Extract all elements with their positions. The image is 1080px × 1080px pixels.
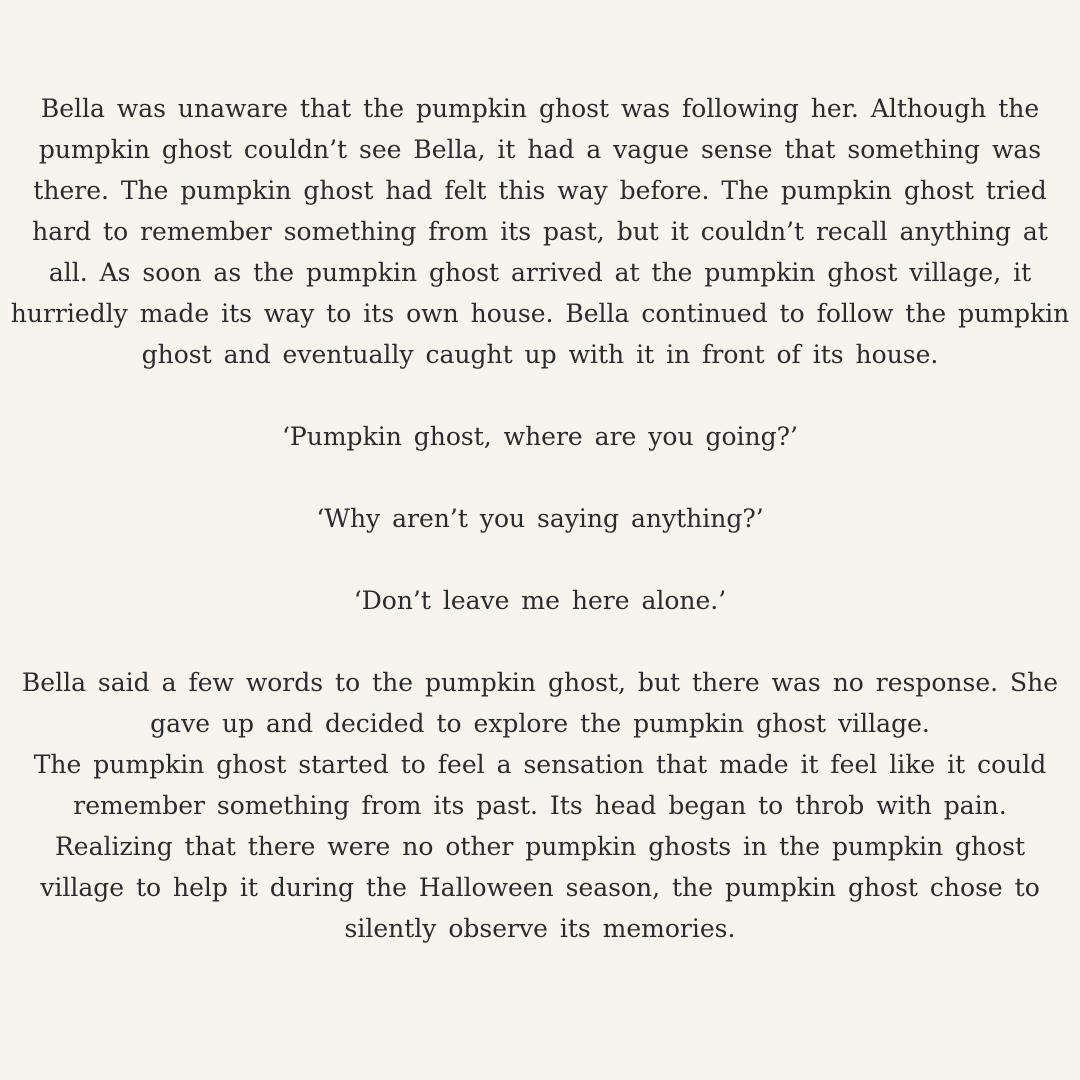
dialogue-line-1: ‘Pumpkin ghost, where are you going?’ — [281, 422, 798, 451]
story-paragraph-2: Bella said a few words to the pumpkin ghost, but there was no response. She gave up and decided to explore the pumpkin ghost village. — [21, 668, 1059, 738]
paragraph-spacer — [10, 539, 1070, 580]
dialogue-line-3: ‘Don’t leave me here alone.’ — [353, 586, 727, 615]
dialogue-line-2: ‘Why aren’t you saying anything?’ — [316, 504, 764, 533]
paragraph-spacer — [10, 621, 1070, 662]
paragraph-spacer — [10, 457, 1070, 498]
story-paragraph-1: Bella was unaware that the pumpkin ghost was following her. Although the pumpkin ghost couldn’t see Bella, it had a vague sense that something was there. The pumpkin ghost had felt this way before. The pumpkin ghost tried hard to remember something from its past, but it couldn’t recall anything at all. As soon as the pumpkin ghost arrived at the pumpkin ghost village, it hurriedly made its way to its own house. Bella continued to follow the pumpkin ghost and eventually caught up with it in front of its house. — [10, 94, 1070, 369]
paragraph-spacer — [10, 375, 1070, 416]
story-paragraph-3: The pumpkin ghost started to feel a sensation that made it feel like it could remember something from its past. Its head began to throb with pain. Realizing that there were no other pumpkin ghosts in the pumpkin ghost village to help it during the Halloween season, the pumpkin ghost chose to silently observe its memories. — [33, 750, 1047, 943]
